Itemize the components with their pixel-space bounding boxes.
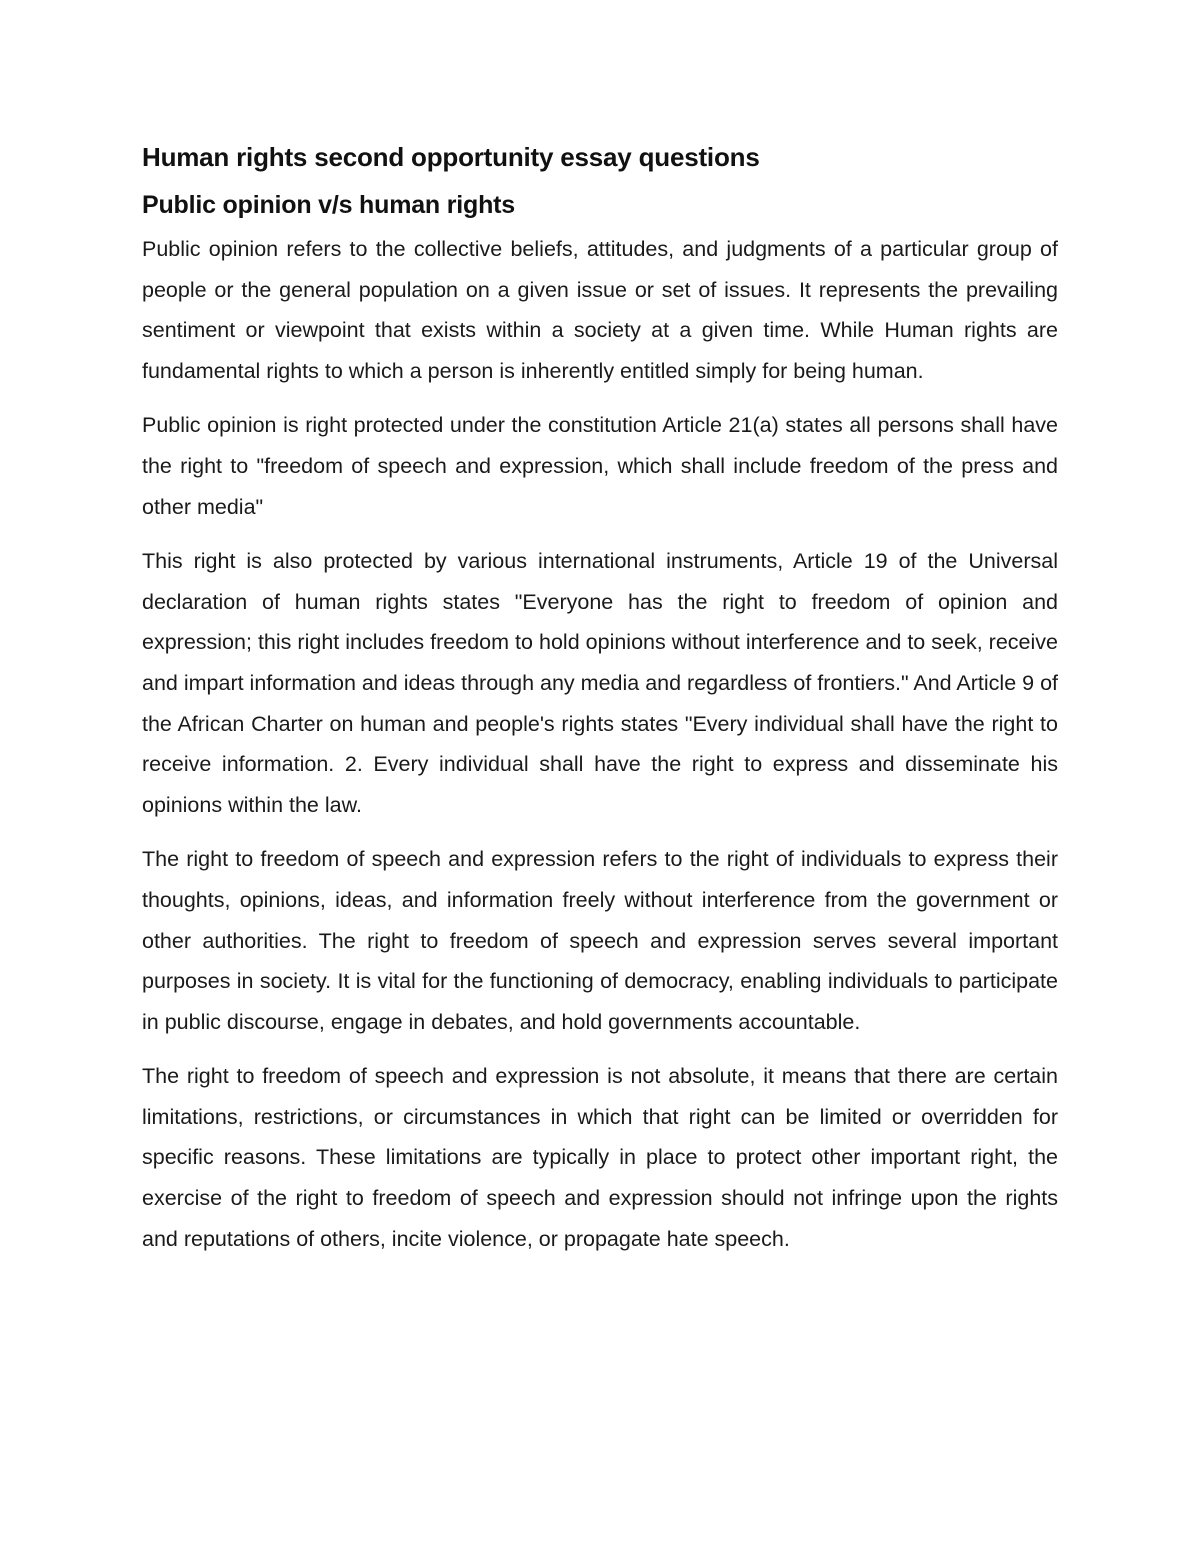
document-title: Human rights second opportunity essay questions	[142, 142, 760, 172]
section-heading: Public opinion v/s human rights	[142, 191, 515, 219]
paragraph-international-instruments: This right is also protected by various international instruments, Article 19 of the Universal declaration of human rights states "Everyone has the right to freedom of opinion and expression; this right includes freedom to hold opinions without interference and to seek, receive and impart information and ideas through any media and regardless of frontiers." And Article 9 of the African Charter on human and people's rights states "Every individual shall have the right to receive information. 2. Every individual shall have the right to express and disseminate his opinions within the law.	[142, 549, 1058, 817]
paragraph-public-opinion-definition: Public opinion refers to the collective beliefs, attitudes, and judgments of a particular group of people or the general population on a given issue or set of issues. It represents the prevailing sentiment or viewpoint that exists within a society at a given time. While Human rights are fundamental rights to which a person is inherently entitled simply for being human.	[142, 237, 1058, 383]
paragraph-freedom-of-speech-definition: The right to freedom of speech and expression refers to the right of individuals to express their thoughts, opinions, ideas, and information freely without interference from the government or other authorities. The right to freedom of speech and expression serves several important purposes in society. It is vital for the functioning of democracy, enabling individuals to participate in public discourse, engage in debates, and hold governments accountable.	[142, 847, 1058, 1034]
paragraph-limitations: The right to freedom of speech and expression is not absolute, it means that there are certain limitations, restrictions, or circumstances in which that right can be limited or overridden for specific reasons. These limitations are typically in place to protect other important right, the exercise of the right to freedom of speech and expression should not infringe upon the rights and reputations of others, incite violence, or propagate hate speech.	[142, 1064, 1058, 1251]
paragraph-constitution-article: Public opinion is right protected under the constitution Article 21(a) states all persons shall have the right to "freedom of speech and expression, which shall include freedom of the press and other media"	[142, 413, 1058, 519]
document-body	[142, 138, 1058, 1273]
